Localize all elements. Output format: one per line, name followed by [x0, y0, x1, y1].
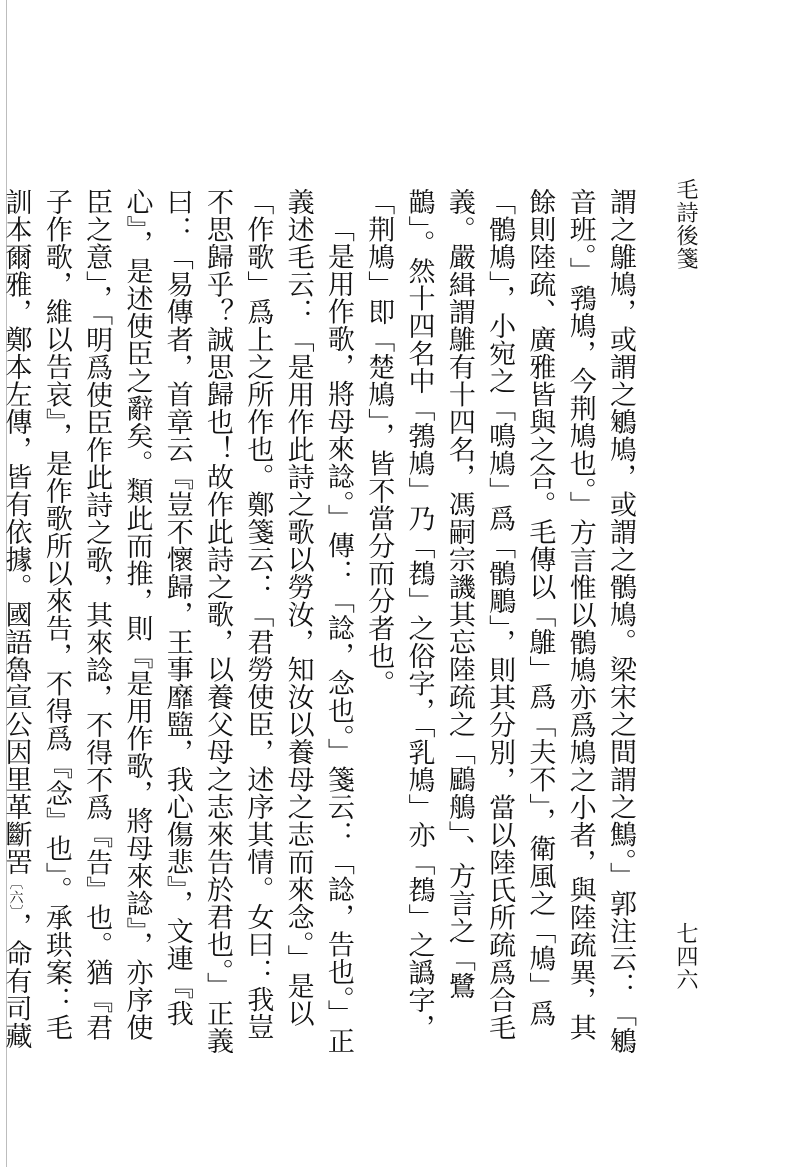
paragraph-1-text: 謂之鵻鳩，或謂之鵴鳩，或謂之鶻鳩。梁宋之間謂之鷦。」郭注云：「鵴音班。」䳕鳩，今荆鳩也。」方言惟以鶻鳩亦爲鳩之小者，與陸疏異，其餘則陸疏、廣雅皆與之合。毛傳以「鵻」爲「夫不」，衛風之「鳩」爲「鶻鳩」，小宛之「鳴鳩」爲「鶻鵰」，則其分別，當以陸氏所疏爲合毛義。嚴緝謂鵻有十四名，馮嗣宗譏其忘陸疏之「鶌鵃」、方言之「鷺鶓」。然十四名中「鵓鳩」乃「䳓」之俗字，「乳鳩」亦「䳓」之譌字，「荆鳩」即「楚鳩」，皆不當分而分者也。	[363, 188, 636, 1055]
running-header-title: 毛詩後箋	[673, 178, 698, 270]
footnote-marker: 〔六〕	[7, 875, 24, 912]
paragraph-2-text-b: ，命有司藏	[0, 912, 32, 1050]
page-number: 七四六	[673, 922, 698, 991]
paragraph-2-text-a: 「是用作歌，將母來諗。」傳：「諗，念也。」箋云：「諗，告也。」正義述毛云：「是用作此詩之歌以勞汝，知汝以養母之志而來念。」是以「作歌」爲上之所作也。鄭箋云：「君勞使臣，述序其情。女曰：我豈不思歸乎？誠思歸也！故作此詩之歌，以養父母之志來告於君也。」正義曰：「易傳者，首章云『豈不懷歸，王事靡盬，我心傷悲』，文連『我心』，是述使臣之辭矣。類此而推，則『是用作歌，將母來諗』，亦序使臣之意」，「明爲使臣作此詩之歌，其來諗，不得不爲『告』也。猶『君子作歌，維以告哀』，是作歌所以來告，不得爲『念』也」。承珙案：毛訓本爾雅，鄭本左傳，皆有依據。國語魯宣公因里革斷罟	[0, 188, 354, 1055]
paragraph-1	[358, 188, 640, 1058]
main-body-text	[0, 188, 640, 1058]
paragraph-2	[0, 188, 358, 1058]
